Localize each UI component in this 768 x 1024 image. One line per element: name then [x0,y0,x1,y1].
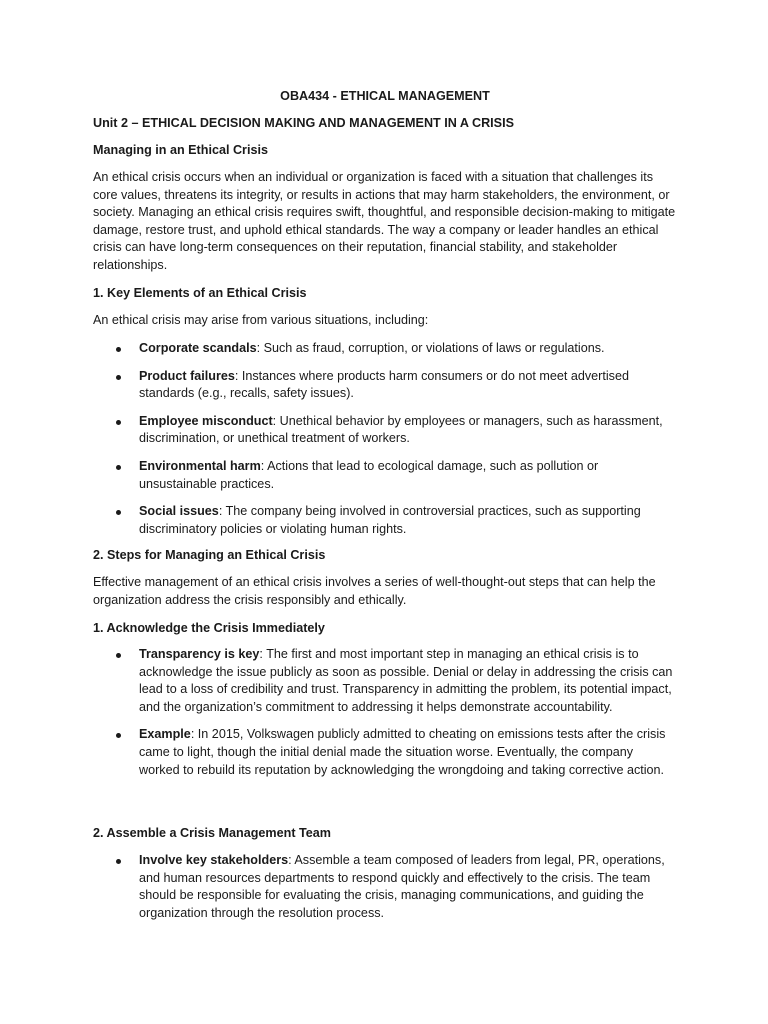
key-elements-heading: 1. Key Elements of an Ethical Crisis [93,286,307,300]
list-item [93,503,677,538]
section-heading: Managing in an Ethical Crisis [93,143,268,157]
list-item-term: Transparency is key [139,647,260,661]
list-item [93,852,677,922]
document-title: OBA434 - ETHICAL MANAGEMENT [280,89,490,103]
steps-heading: 2. Steps for Managing an Ethical Crisis [93,548,326,562]
intro-paragraph: An ethical crisis occurs when an individual or organization is faced with a situation that challenges its core values, threatens its integrity, or results in actions that may harm stakeholders, the environment, or society. Managing an ethical crisis requires swift, thoughtful, and responsible decision-making to mitigate damage, restore trust, and uphold ethical standards. The way a company or leader handles an ethical crisis can have long-term consequences on their reputation, financial stability, and stakeholder relationships. [93,170,676,272]
acknowledge-list [93,646,677,789]
list-item [93,726,677,779]
steps-lead: Effective management of an ethical crisis involves a series of well-thought-out steps that can help the organization address the crisis responsibly and ethically. [93,575,656,607]
list-item-text: : Assemble a team composed of leaders from legal, PR, operations, and human resources departments to respond quickly and effectively to the crisis. The team should be responsible for evaluating the crisis, managing communications, and guiding the organization through the resolution process. [139,853,665,920]
list-item [93,458,677,493]
list-item-term: Example [139,727,191,742]
list-item-text: : Unethical behavior by employees or managers, such as harassment, discrimination, or unethical treatment of workers. [139,413,663,446]
team-list [93,852,677,932]
list-item-text: : Instances where products harm consumers or do not meet advertised standards (e.g., recalls, safety issues). [139,368,629,401]
list-item-text: : The first and most important step in managing an ethical crisis is to acknowledge the issue publicly as soon as possible. Denial or delay in addressing the crisis can lead to a loss of credibility and trust. Transparency in admitting the problem, its potential impact, and the organization’s commitment to addressing it helps demonstrate accountability. [139,647,673,714]
key-elements-lead: An ethical crisis may arise from various situations, including: [93,313,429,327]
list-item [93,340,677,358]
team-heading: 2. Assemble a Crisis Management Team [93,826,331,840]
list-item-term: Involve key stakeholders [139,853,289,867]
unit-heading: Unit 2 – ETHICAL DECISION MAKING AND MANAGEMENT IN A CRISIS [93,116,514,130]
list-item-text: : Such as fraud, corruption, or violations of laws or regulations. [256,341,605,355]
list-item-text: : In 2015, Volkswagen publicly admitted to cheating on emissions tests after the crisis came to light, though the initial denial made the situation worse. Eventually, the company worked to rebuild its reputation by acknowledging the wrongdoing and taking corrective action. [139,727,666,777]
list-item-term: Employee misconduct [139,413,273,428]
list-item [93,646,677,716]
list-item [93,368,677,403]
list-item-term: Social issues [139,504,219,519]
list-item-term: Environmental harm [139,458,261,473]
list-item [93,413,677,448]
list-item-term: Product failures [139,368,235,383]
list-item-term: Corporate scandals [139,341,257,355]
key-elements-list [93,340,677,548]
acknowledge-heading: 1. Acknowledge the Crisis Immediately [93,621,325,635]
list-item-text: : The company being involved in controversial practices, such as supporting discriminatory policies or violating human rights. [139,504,641,536]
list-item-text: : Actions that lead to ecological damage, such as pollution or unsustainable practices. [139,458,599,491]
